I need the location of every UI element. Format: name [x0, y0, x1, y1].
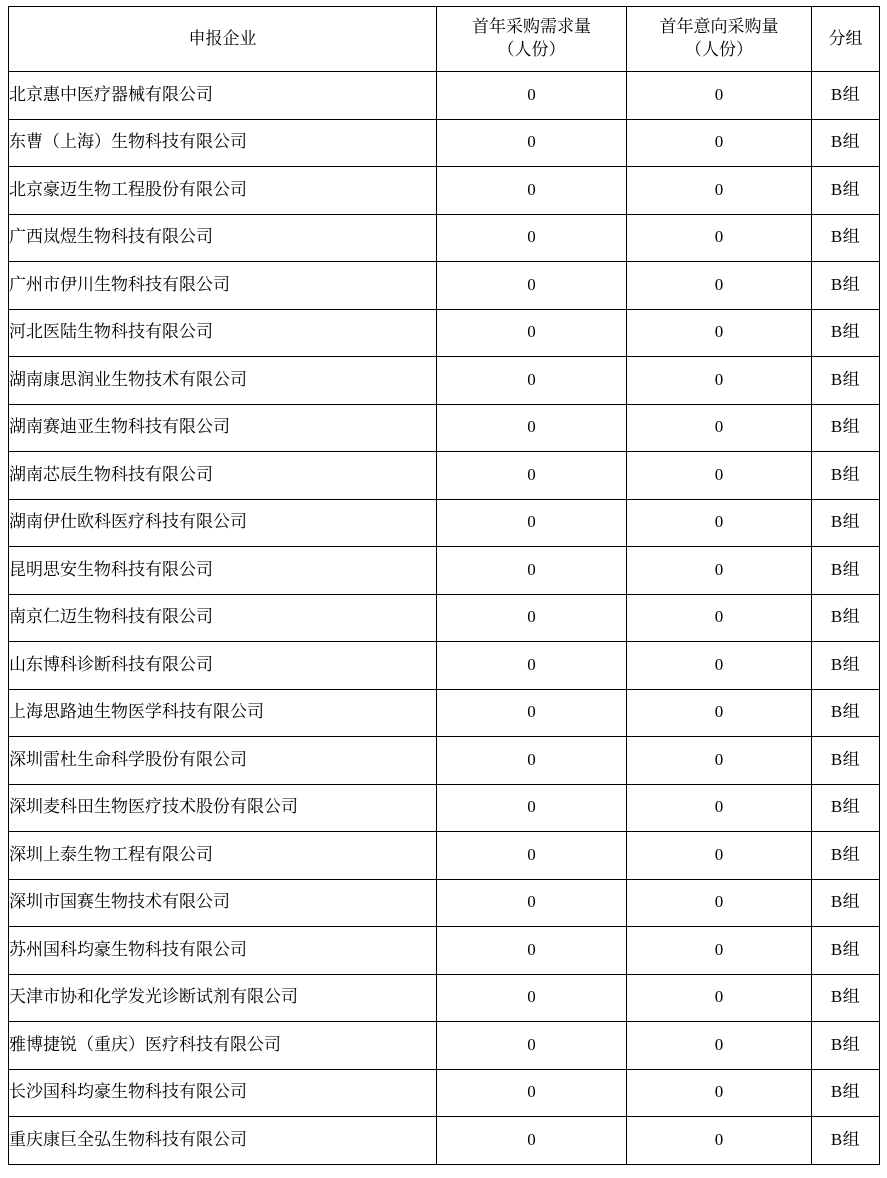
cell-company: 广州市伊川生物科技有限公司	[9, 262, 437, 310]
cell-company: 长沙国科均豪生物科技有限公司	[9, 1069, 437, 1117]
column-header-group	[812, 7, 880, 72]
cell-demand: 0	[437, 784, 627, 832]
cell-intent: 0	[627, 1069, 812, 1117]
table-row	[9, 642, 880, 690]
cell-demand: 0	[437, 499, 627, 547]
cell-intent: 0	[627, 404, 812, 452]
cell-intent: 0	[627, 689, 812, 737]
cell-company: 苏州国科均豪生物科技有限公司	[9, 927, 437, 975]
cell-demand: 0	[437, 357, 627, 405]
column-header-company-line1: 申报企业	[188, 28, 257, 48]
cell-intent: 0	[627, 927, 812, 975]
table-header	[9, 7, 880, 72]
cell-group: B组	[812, 499, 880, 547]
table-row	[9, 72, 880, 120]
table-row	[9, 214, 880, 262]
cell-demand: 0	[437, 309, 627, 357]
cell-group: B组	[812, 214, 880, 262]
column-header-demand-line1: 首年采购需求量	[472, 17, 591, 37]
cell-demand: 0	[437, 119, 627, 167]
table-row	[9, 357, 880, 405]
table-row	[9, 737, 880, 785]
cell-group: B组	[812, 737, 880, 785]
cell-company: 深圳上泰生物工程有限公司	[9, 832, 437, 880]
table-row	[9, 119, 880, 167]
table-row	[9, 167, 880, 215]
cell-demand: 0	[437, 262, 627, 310]
cell-demand: 0	[437, 167, 627, 215]
cell-demand: 0	[437, 404, 627, 452]
table-row	[9, 594, 880, 642]
cell-demand: 0	[437, 879, 627, 927]
column-header-intent-line1: 首年意向采购量	[659, 17, 779, 37]
table-row	[9, 927, 880, 975]
cell-company: 雅博捷锐（重庆）医疗科技有限公司	[9, 1022, 437, 1070]
cell-demand: 0	[437, 642, 627, 690]
cell-group: B组	[812, 1022, 880, 1070]
cell-intent: 0	[627, 452, 812, 500]
table-row	[9, 404, 880, 452]
cell-company: 河北医陆生物科技有限公司	[9, 309, 437, 357]
cell-group: B组	[812, 547, 880, 595]
cell-demand: 0	[437, 832, 627, 880]
cell-group: B组	[812, 974, 880, 1022]
cell-company: 深圳麦科田生物医疗技术股份有限公司	[9, 784, 437, 832]
cell-company: 广西岚煜生物科技有限公司	[9, 214, 437, 262]
cell-group: B组	[812, 594, 880, 642]
cell-group: B组	[812, 832, 880, 880]
cell-intent: 0	[627, 1022, 812, 1070]
cell-company: 山东博科诊断科技有限公司	[9, 642, 437, 690]
cell-demand: 0	[437, 594, 627, 642]
table-row	[9, 1117, 880, 1165]
cell-demand: 0	[437, 214, 627, 262]
cell-company: 湖南康思润业生物技术有限公司	[9, 357, 437, 405]
cell-demand: 0	[437, 452, 627, 500]
cell-group: B组	[812, 927, 880, 975]
cell-demand: 0	[437, 547, 627, 595]
cell-intent: 0	[627, 499, 812, 547]
cell-company: 重庆康巨全弘生物科技有限公司	[9, 1117, 437, 1165]
cell-group: B组	[812, 452, 880, 500]
column-header-intent	[627, 7, 812, 72]
cell-group: B组	[812, 784, 880, 832]
cell-group: B组	[812, 72, 880, 120]
cell-demand: 0	[437, 1117, 627, 1165]
enterprise-procurement-table	[8, 6, 880, 1165]
table-row	[9, 547, 880, 595]
cell-group: B组	[812, 357, 880, 405]
table-row	[9, 1022, 880, 1070]
cell-intent: 0	[627, 214, 812, 262]
cell-company: 天津市协和化学发光诊断试剂有限公司	[9, 974, 437, 1022]
cell-group: B组	[812, 309, 880, 357]
cell-intent: 0	[627, 72, 812, 120]
table-row	[9, 452, 880, 500]
cell-company: 昆明思安生物科技有限公司	[9, 547, 437, 595]
cell-group: B组	[812, 262, 880, 310]
cell-company: 北京豪迈生物工程股份有限公司	[9, 167, 437, 215]
cell-demand: 0	[437, 927, 627, 975]
cell-intent: 0	[627, 357, 812, 405]
cell-company: 湖南伊仕欧科医疗科技有限公司	[9, 499, 437, 547]
cell-company: 深圳雷杜生命科学股份有限公司	[9, 737, 437, 785]
cell-demand: 0	[437, 689, 627, 737]
cell-group: B组	[812, 879, 880, 927]
column-header-demand	[437, 7, 627, 72]
cell-group: B组	[812, 642, 880, 690]
cell-company: 湖南芯辰生物科技有限公司	[9, 452, 437, 500]
cell-company: 东曹（上海）生物科技有限公司	[9, 119, 437, 167]
cell-demand: 0	[437, 1022, 627, 1070]
cell-intent: 0	[627, 832, 812, 880]
column-header-group-line1: 分组	[828, 28, 863, 48]
cell-demand: 0	[437, 974, 627, 1022]
cell-company: 南京仁迈生物科技有限公司	[9, 594, 437, 642]
column-header-company	[9, 7, 437, 72]
cell-intent: 0	[627, 167, 812, 215]
cell-intent: 0	[627, 879, 812, 927]
table-row	[9, 309, 880, 357]
cell-intent: 0	[627, 119, 812, 167]
cell-intent: 0	[627, 1117, 812, 1165]
cell-demand: 0	[437, 737, 627, 785]
cell-company: 深圳市国赛生物技术有限公司	[9, 879, 437, 927]
table-row	[9, 879, 880, 927]
cell-intent: 0	[627, 974, 812, 1022]
cell-group: B组	[812, 689, 880, 737]
cell-intent: 0	[627, 547, 812, 595]
column-header-demand-line2: （人份）	[497, 40, 566, 59]
cell-group: B组	[812, 167, 880, 215]
cell-intent: 0	[627, 594, 812, 642]
cell-company: 湖南赛迪亚生物科技有限公司	[9, 404, 437, 452]
cell-intent: 0	[627, 784, 812, 832]
cell-group: B组	[812, 404, 880, 452]
cell-demand: 0	[437, 1069, 627, 1117]
cell-intent: 0	[627, 642, 812, 690]
column-header-intent-line2: （人份）	[685, 40, 753, 59]
table-row	[9, 784, 880, 832]
table-row	[9, 262, 880, 310]
cell-intent: 0	[627, 737, 812, 785]
table-row	[9, 499, 880, 547]
cell-demand: 0	[437, 72, 627, 120]
cell-group: B组	[812, 1117, 880, 1165]
table-body	[9, 72, 880, 1165]
cell-company: 上海思路迪生物医学科技有限公司	[9, 689, 437, 737]
table-row	[9, 1069, 880, 1117]
cell-intent: 0	[627, 262, 812, 310]
cell-company: 北京惠中医疗器械有限公司	[9, 72, 437, 120]
cell-group: B组	[812, 1069, 880, 1117]
cell-group: B组	[812, 119, 880, 167]
table-row	[9, 974, 880, 1022]
cell-intent: 0	[627, 309, 812, 357]
table-row	[9, 832, 880, 880]
table-header-row	[9, 7, 880, 72]
table-row	[9, 689, 880, 737]
